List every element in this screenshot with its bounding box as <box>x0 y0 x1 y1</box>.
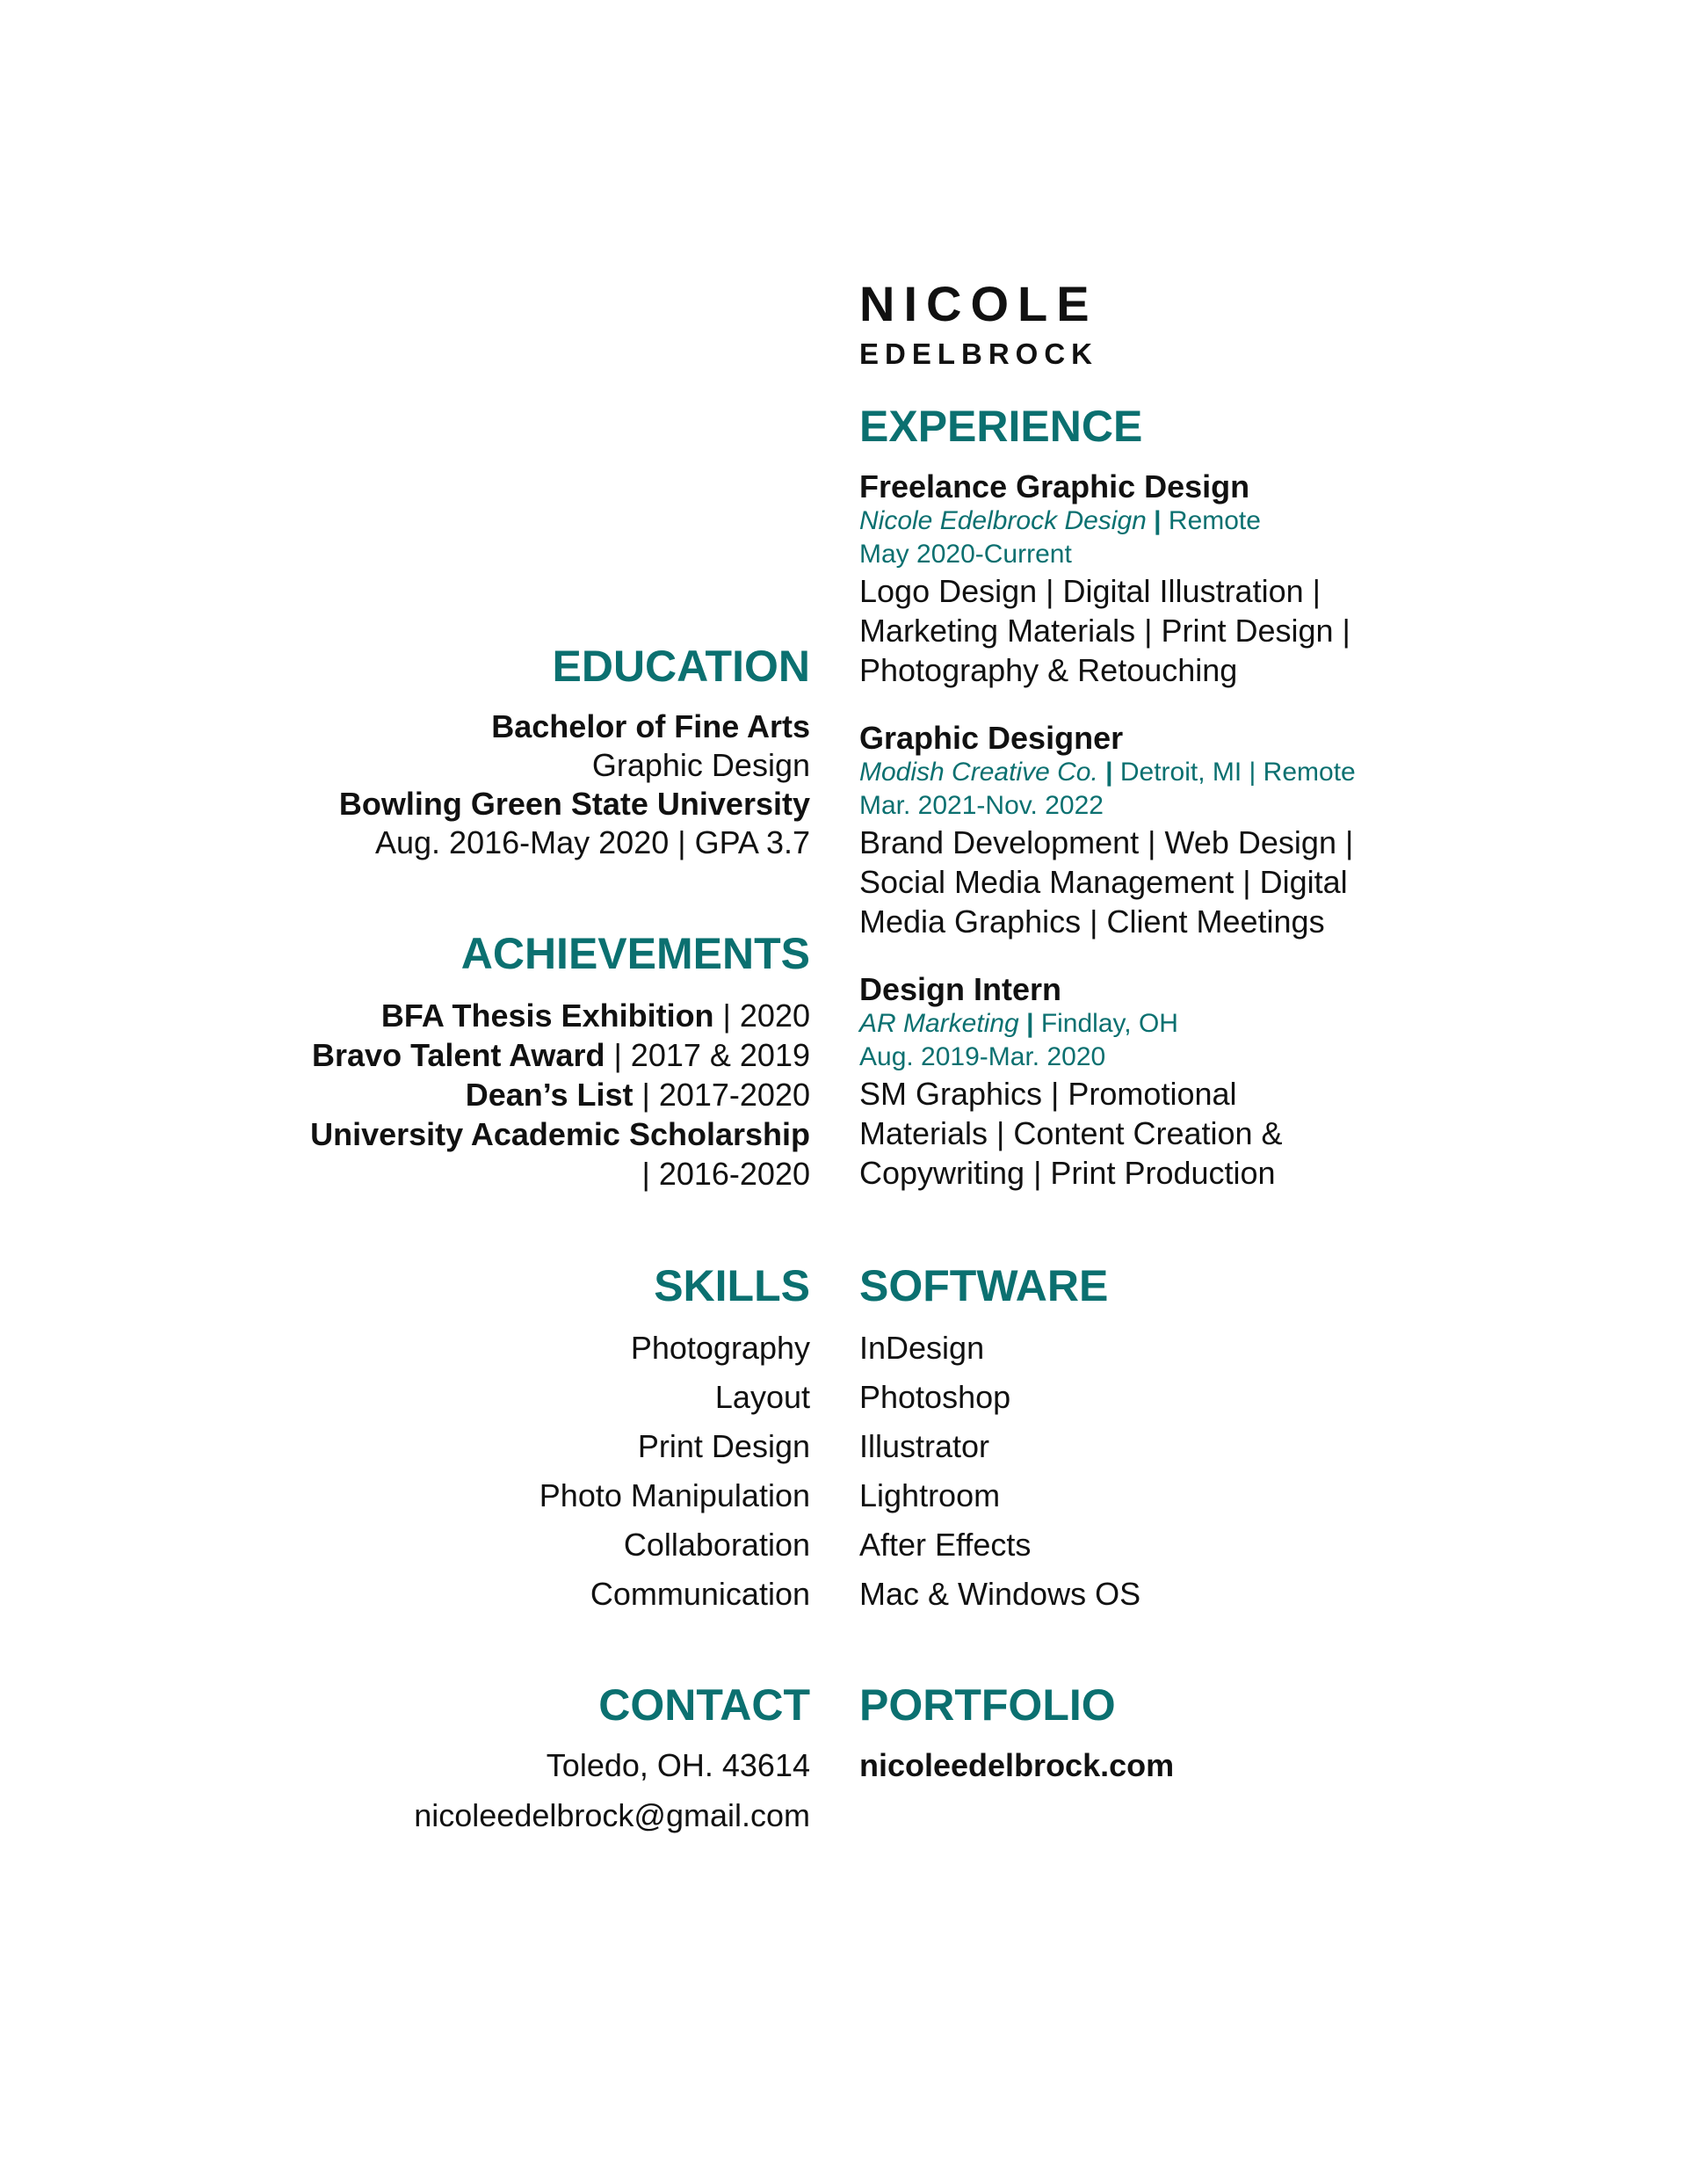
portfolio-link[interactable]: nicoleedelbrock.com <box>859 1747 1175 1783</box>
major: Graphic Design <box>591 747 810 783</box>
achievement-item <box>310 1075 810 1114</box>
job-company: AR Marketing <box>859 1009 1019 1038</box>
achievement-years: | 2017 & 2019 <box>605 1037 810 1073</box>
job-title: Graphic Designer <box>859 720 1124 756</box>
job-company-line <box>859 1007 1283 1041</box>
contact-list <box>414 1740 810 1840</box>
achievement-item <box>310 1114 810 1154</box>
achievement-name: University Academic Scholarship <box>310 1116 810 1152</box>
job-company-line <box>859 756 1356 789</box>
job-desc-line: Marketing Materials | Print Design | <box>859 613 1350 649</box>
job-desc-line: Logo Design | Digital Illustration | <box>859 573 1321 609</box>
achievement-item <box>310 1154 810 1194</box>
skill-item: Print Design <box>637 1428 810 1464</box>
achievement-name: Bravo Talent Award <box>312 1037 605 1073</box>
job-company-line <box>859 504 1350 538</box>
job-desc-line: Photography & Retouching <box>859 652 1238 688</box>
job-desc-line: Social Media Management | Digital <box>859 864 1348 900</box>
experience-heading: EXPERIENCE <box>859 402 1143 451</box>
software-item: Illustrator <box>859 1428 990 1464</box>
software-list <box>859 1324 1140 1619</box>
skills-list <box>539 1324 810 1619</box>
education-dates: Aug. 2016-May 2020 | GPA 3.7 <box>375 824 810 860</box>
achievements-heading: ACHIEVEMENTS <box>460 929 810 978</box>
achievement-name: BFA Thesis Exhibition <box>380 998 714 1034</box>
achievements-list <box>310 996 810 1194</box>
achievement-item <box>310 996 810 1035</box>
contact-location: Toledo, OH. 43614 <box>546 1747 810 1783</box>
job-graphic-designer <box>859 721 1356 941</box>
software-item: InDesign <box>859 1330 985 1366</box>
achievement-item <box>310 1035 810 1075</box>
achievement-years: | 2020 <box>713 998 810 1034</box>
job-desc-line: Brand Development | Web Design | <box>859 824 1354 860</box>
skills-heading: SKILLS <box>654 1261 810 1310</box>
job-location: Remote <box>1168 506 1261 535</box>
degree: Bachelor of Fine Arts <box>491 708 810 744</box>
skill-item: Photography <box>630 1330 810 1366</box>
portfolio-heading: PORTFOLIO <box>859 1680 1116 1730</box>
skill-item: Layout <box>714 1379 810 1415</box>
last-name: EDELBROCK <box>859 337 1099 370</box>
separator: | <box>1097 758 1120 787</box>
software-item: Lightroom <box>859 1477 1001 1513</box>
job-freelance <box>859 469 1350 690</box>
software-item: Mac & Windows OS <box>859 1576 1141 1612</box>
name-block <box>859 276 1099 370</box>
job-location: Detroit, MI | Remote <box>1119 758 1356 787</box>
job-location: Findlay, OH <box>1040 1009 1178 1038</box>
software-item: After Effects <box>859 1527 1032 1563</box>
job-desc-line: Media Graphics | Client Meetings <box>859 903 1325 940</box>
job-dates: Aug. 2019-Mar. 2020 <box>859 1042 1106 1071</box>
separator: | <box>1146 506 1169 535</box>
skill-item: Photo Manipulation <box>539 1477 810 1513</box>
job-desc-line: SM Graphics | Promotional <box>859 1076 1237 1112</box>
job-design-intern <box>859 972 1283 1193</box>
job-company: Nicole Edelbrock Design <box>859 506 1147 535</box>
skill-item: Communication <box>590 1576 810 1612</box>
job-desc-line: Materials | Content Creation & <box>859 1115 1283 1151</box>
job-title: Freelance Graphic Design <box>859 468 1250 504</box>
education-block <box>339 707 810 862</box>
job-company: Modish Creative Co. <box>859 758 1098 787</box>
job-title: Design Intern <box>859 971 1062 1007</box>
job-desc-line: Copywriting | Print Production <box>859 1155 1276 1191</box>
achievement-years: | 2017-2020 <box>633 1077 810 1113</box>
portfolio-list <box>859 1740 1174 1790</box>
separator: | <box>1018 1009 1041 1038</box>
skill-item: Collaboration <box>623 1527 810 1563</box>
software-item: Photoshop <box>859 1379 1011 1415</box>
education-heading: EDUCATION <box>552 642 810 691</box>
job-dates: May 2020-Current <box>859 540 1072 569</box>
software-heading: SOFTWARE <box>859 1261 1109 1310</box>
contact-heading: CONTACT <box>598 1680 810 1730</box>
achievement-years: | 2016-2020 <box>641 1156 810 1192</box>
first-name: NICOLE <box>859 276 1098 331</box>
school: Bowling Green State University <box>338 786 810 822</box>
achievement-name: Dean’s List <box>465 1077 634 1113</box>
job-dates: Mar. 2021-Nov. 2022 <box>859 791 1104 820</box>
contact-email[interactable]: nicoleedelbrock@gmail.com <box>414 1797 810 1833</box>
